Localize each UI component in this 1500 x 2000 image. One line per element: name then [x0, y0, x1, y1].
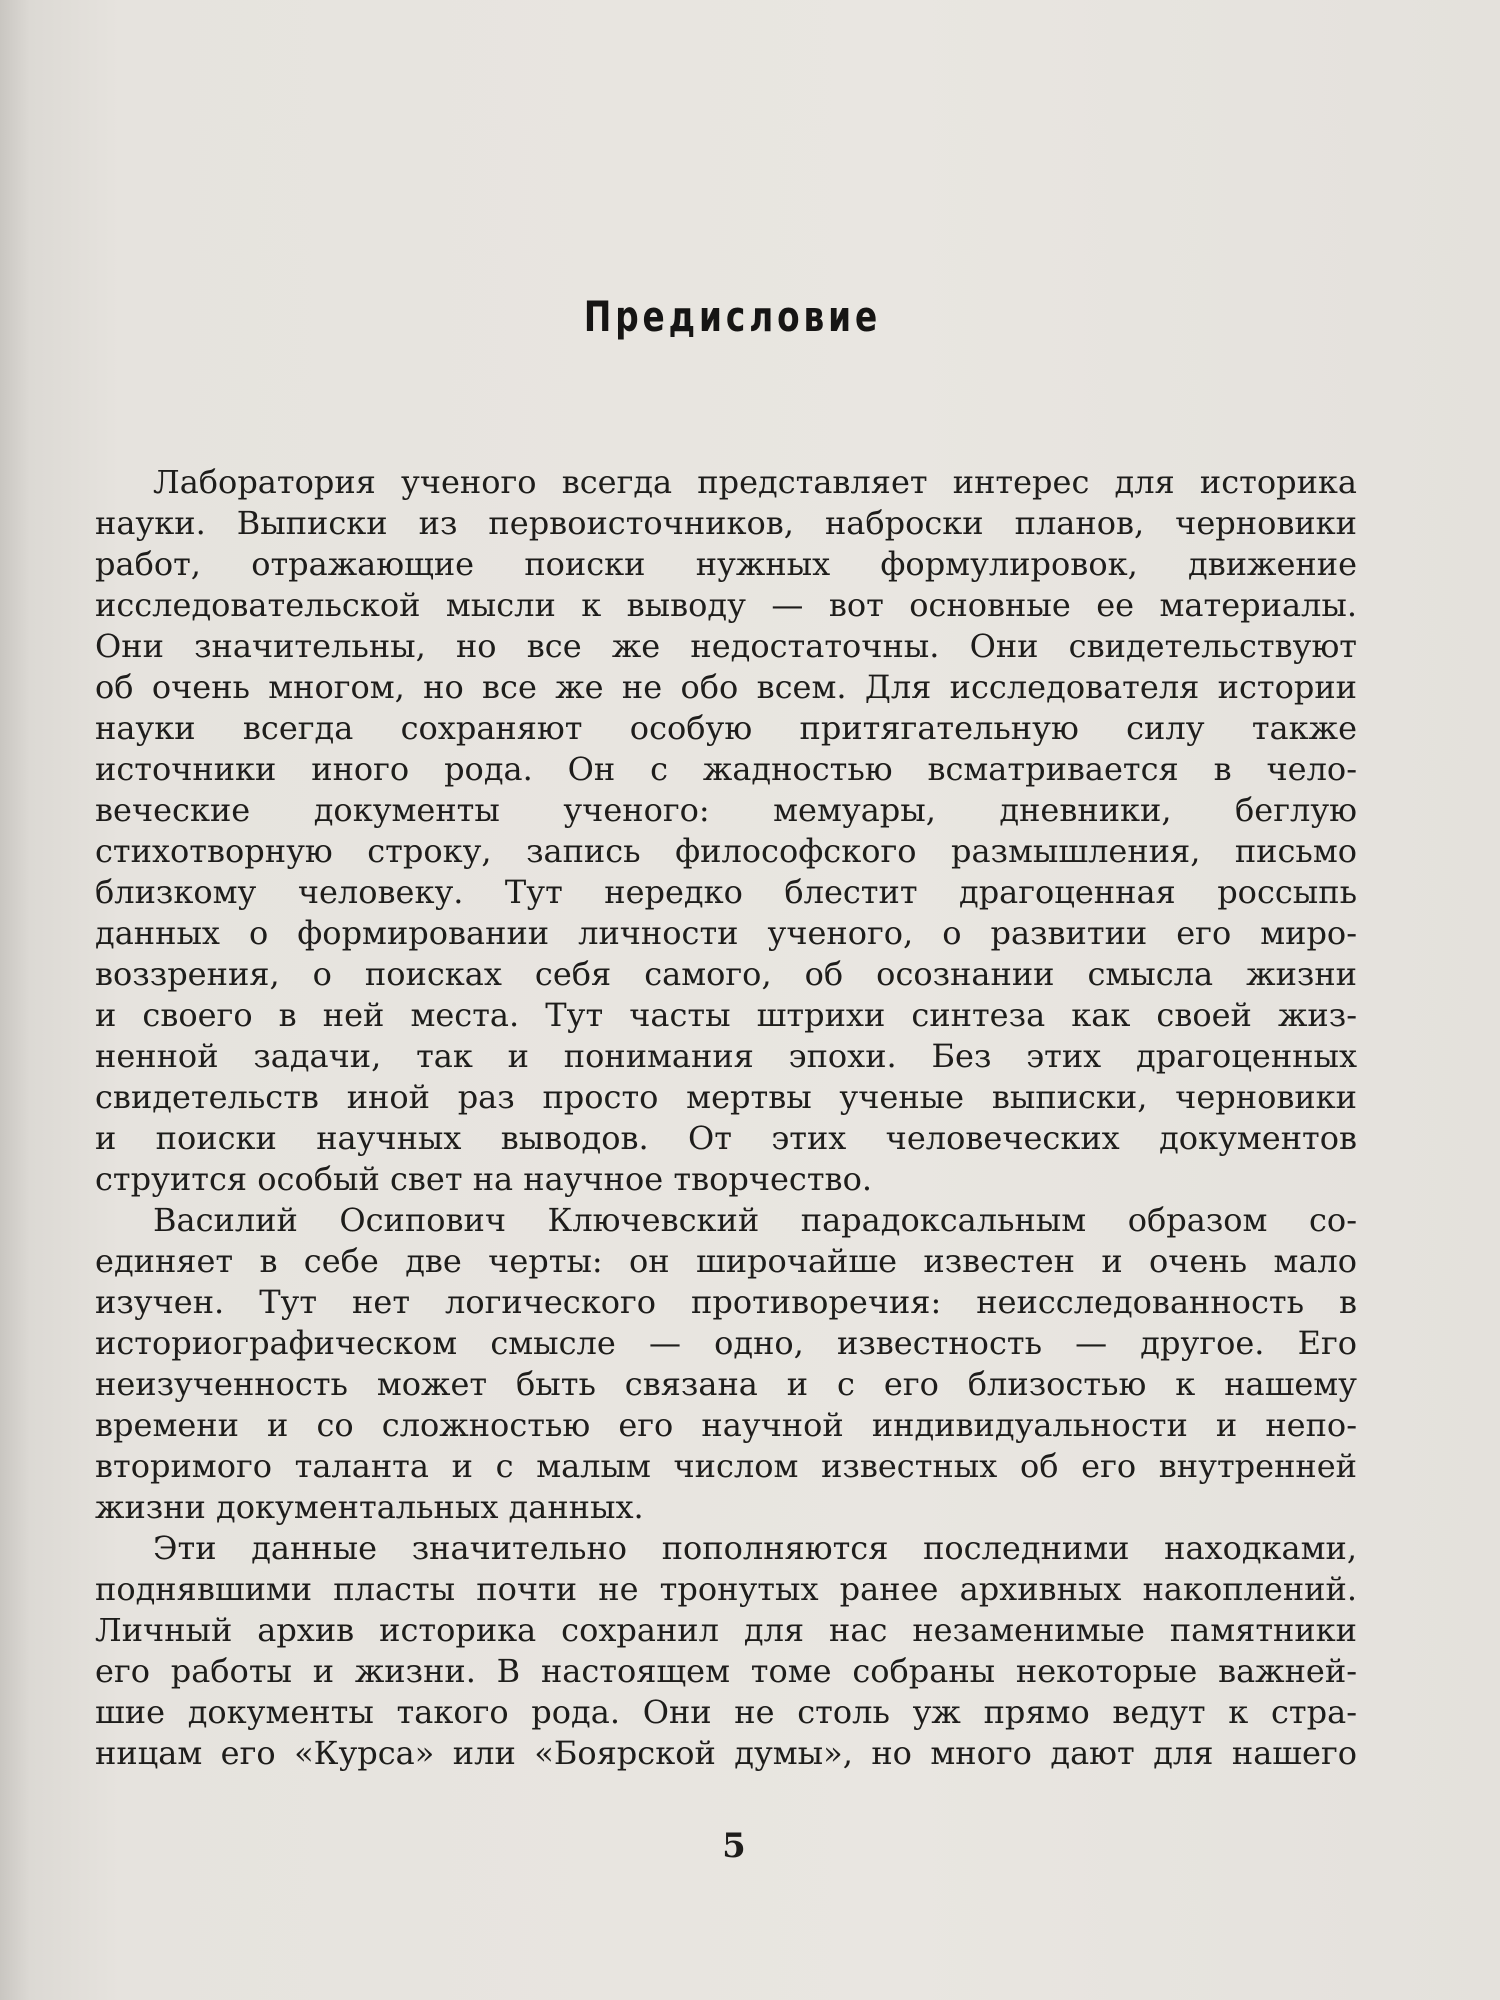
text-line: об очень многом, но все же не обо всем. Для исследователя истории	[95, 668, 1357, 706]
text-line: ненной задачи, так и понимания эпохи. Без этих драгоценных	[95, 1037, 1357, 1075]
text-line: Они значительны, но все же недостаточны. Они свидетельствуют	[95, 627, 1357, 665]
text-line: поднявшими пласты почти не тронутых ранее архивных накоплений.	[95, 1570, 1357, 1608]
body-text	[95, 462, 1357, 1774]
text-line: вторимого таланта и с малым числом известных об его внутренней	[95, 1447, 1357, 1485]
text-line: веческие документы ученого: мемуары, дневники, беглую	[95, 791, 1357, 829]
text-line: свидетельств иной раз просто мертвы ученые выписки, черновики	[95, 1078, 1357, 1116]
text-line: ницам его «Курса» или «Боярской думы», но много дают для нашего	[95, 1734, 1357, 1772]
text-line: единяет в себе две черты: он широчайше известен и очень мало	[95, 1242, 1357, 1280]
paragraph-2	[95, 1200, 1357, 1528]
text-line: Василий Осипович Ключевский парадоксальным образом со-	[153, 1201, 1357, 1239]
text-line: воззрения, о поисках себя самого, об осознании смысла жизни	[95, 955, 1357, 993]
text-line: шие документы такого рода. Они не столь уж прямо ведут к стра-	[95, 1693, 1357, 1731]
text-line: струится особый свет на научное творчество.	[95, 1160, 872, 1198]
text-line: и поиски научных выводов. От этих человеческих документов	[95, 1119, 1357, 1157]
text-line: неизученность может быть связана и с его близостью к нашему	[95, 1365, 1357, 1403]
text-line: науки всегда сохраняют особую притягательную силу также	[95, 709, 1357, 747]
text-line: жизни документальных данных.	[95, 1488, 644, 1526]
text-line: близкому человеку. Тут нередко блестит драгоценная россыпь	[95, 873, 1357, 911]
text-line: времени и со сложностью его научной индивидуальности и непо-	[95, 1406, 1357, 1444]
page-title: Предисловие	[583, 292, 882, 341]
text-line: историографическом смысле — одно, известность — другое. Его	[95, 1324, 1357, 1362]
text-line: Личный архив историка сохранил для нас незаменимые памятники	[95, 1611, 1357, 1649]
text-line: его работы и жизни. В настоящем томе собраны некоторые важней-	[95, 1652, 1357, 1690]
text-line: изучен. Тут нет логического противоречия: неисследованность в	[95, 1283, 1357, 1321]
text-line: и своего в ней места. Тут часты штрихи синтеза как своей жиз-	[95, 996, 1357, 1034]
text-line: работ, отражающие поиски нужных формулировок, движение	[95, 545, 1357, 583]
text-line: стихотворную строку, запись философского размышления, письмо	[95, 832, 1357, 870]
text-line: Эти данные значительно пополняются последними находками,	[153, 1529, 1357, 1567]
text-line: науки. Выписки из первоисточников, наброски планов, черновики	[95, 504, 1357, 542]
text-line: данных о формировании личности ученого, о развитии его миро-	[95, 914, 1357, 952]
paragraph-3	[95, 1528, 1357, 1774]
paragraph-1	[95, 462, 1357, 1200]
page-number: 5	[722, 1826, 746, 1866]
text-line: исследовательской мысли к выводу — вот основные ее материалы.	[95, 586, 1357, 624]
text-line: Лаборатория ученого всегда представляет интерес для историка	[153, 463, 1357, 501]
text-line: источники иного рода. Он с жадностью всматривается в чело-	[95, 750, 1357, 788]
